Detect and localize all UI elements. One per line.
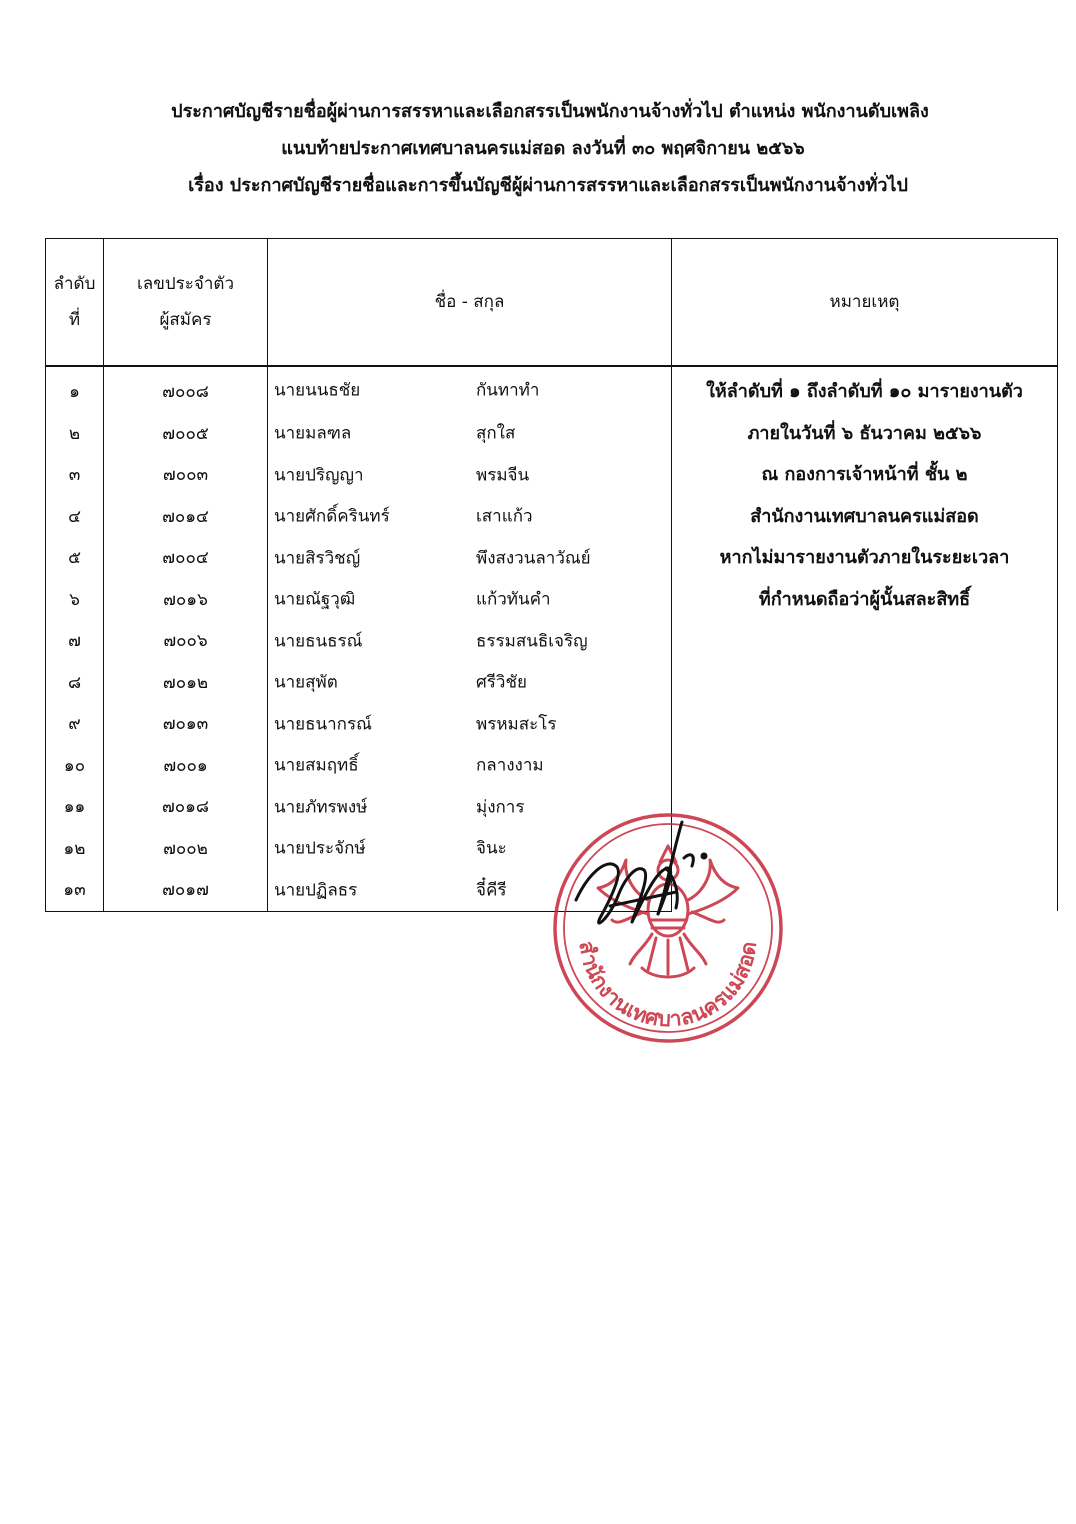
row-last-name: กันทาทำ: [476, 380, 540, 401]
row-order-number: ๗: [46, 620, 104, 662]
table-body: [46, 366, 1058, 911]
row-order-number: ๔: [46, 496, 104, 538]
remark-line: ณ กองการเจ้าหน้าที่ ชั้น ๒: [761, 464, 968, 485]
candidate-table: [45, 238, 1058, 912]
row-first-name: นายปฏิลธร: [274, 880, 358, 901]
row-full-name: [268, 828, 672, 870]
row-order-number: ๙: [46, 703, 104, 745]
row-last-name: พึงสงวนลาวัณย์: [476, 548, 591, 569]
row-last-name: เสาแก้ว: [476, 506, 533, 527]
row-first-name: นายสุพัต: [274, 672, 338, 693]
row-order-number: ๑๐: [46, 745, 104, 787]
column-header-applicant-id: [104, 239, 268, 367]
row-applicant-id: ๗๐๑๘: [104, 786, 268, 828]
row-order-number: ๒: [46, 413, 104, 455]
row-applicant-id: ๗๐๑๗: [104, 869, 268, 911]
row-applicant-id: ๗๐๐๑: [104, 745, 268, 787]
row-order-number: ๕: [46, 537, 104, 579]
document-header: [0, 93, 1076, 204]
row-last-name: ธรรมสนธิเจริญ: [476, 631, 588, 652]
row-applicant-id: ๗๐๐๖: [104, 620, 268, 662]
row-last-name: ศรีวิชัย: [476, 672, 527, 693]
row-last-name: จี๋คีรี: [476, 880, 507, 901]
row-full-name: [268, 620, 672, 662]
row-last-name: พรมจีน: [476, 465, 530, 486]
row-full-name: [268, 662, 672, 704]
header-title-line: ประกาศบัญชีรายชื่อผู้ผ่านการสรรหาและเลือกสรรเป็นพนักงานจ้างทั่วไป ตำแหน่ง พนักงานดับเพลิง: [171, 101, 929, 122]
column-header-order-line2: ที่: [68, 310, 81, 330]
row-last-name: สุกใส: [476, 423, 516, 444]
row-full-name: [268, 496, 672, 538]
row-first-name: นายปริญญา: [274, 465, 364, 486]
row-full-name: [268, 579, 672, 621]
row-first-name: นายศักดิ์ครินทร์: [274, 506, 390, 527]
row-order-number: ๘: [46, 662, 104, 704]
row-applicant-id: ๗๐๑๓: [104, 703, 268, 745]
column-header-order-line1: ลำดับ: [53, 274, 96, 294]
row-applicant-id: ๗๐๑๖: [104, 579, 268, 621]
header-reference-line: แนบท้ายประกาศเทศบาลนครแม่สอด ลงวันที่ ๓๐ พฤศจิกายน ๒๕๖๖: [281, 138, 805, 159]
row-first-name: นายภัทรพงษ์: [274, 797, 368, 818]
row-applicant-id: ๗๐๑๔: [104, 496, 268, 538]
row-applicant-id: ๗๐๐๔: [104, 537, 268, 579]
row-first-name: นายมลฑล: [274, 423, 352, 444]
row-full-name: [268, 786, 672, 828]
table-header-row: [46, 239, 1058, 367]
row-last-name: แก้วทันคำ: [476, 589, 551, 610]
row-applicant-id: ๗๐๐๕: [104, 413, 268, 455]
row-order-number: ๑๓: [46, 869, 104, 911]
row-first-name: นายธนากรณ์: [274, 714, 372, 735]
row-last-name: จินะ: [476, 838, 507, 859]
row-applicant-id: ๗๐๐๒: [104, 828, 268, 870]
remarks-cell: [672, 366, 1058, 911]
column-header-name: ชื่อ - สกุล: [268, 239, 672, 367]
seal-text: สำนักงานเทศบาลนครแม่สอด: [574, 939, 762, 1032]
row-full-name: [268, 745, 672, 787]
row-first-name: นายสมฤทธิ์: [274, 755, 359, 776]
remark-line: ให้ลำดับที่ ๑ ถึงลำดับที่ ๑๐ มารายงานตัว: [706, 381, 1023, 402]
remark-line: สำนักงานเทศบาลนครแม่สอด: [750, 505, 979, 527]
column-header-id-line1: เลขประจำตัว: [137, 274, 234, 294]
column-header-id-line2: ผู้สมัคร: [159, 310, 212, 330]
row-last-name: กลางงาม: [476, 755, 544, 776]
row-full-name: [268, 366, 672, 413]
row-last-name: มุ่งการ: [476, 797, 525, 818]
row-order-number: ๑๑: [46, 786, 104, 828]
row-full-name: [268, 413, 672, 455]
row-order-number: ๓: [46, 454, 104, 496]
header-subject-line: เรื่อง ประกาศบัญชีรายชื่อและการขึ้นบัญชีผู้ผ่านการสรรหาและเลือกสรรเป็นพนักงานจ้างทั่วไป: [188, 175, 908, 196]
row-first-name: นายสิรวิชญ์: [274, 548, 361, 569]
table-row: [46, 366, 1058, 413]
row-full-name: [268, 703, 672, 745]
remark-line: ที่กำหนดถือว่าผู้นั้นสละสิทธิ์: [758, 588, 971, 610]
row-first-name: นายธนธรณ์: [274, 631, 363, 652]
row-first-name: นายณัฐวุฒิ: [274, 589, 356, 610]
row-order-number: ๖: [46, 579, 104, 621]
row-applicant-id: ๗๐๐๘: [104, 366, 268, 413]
remark-line: หากไม่มารายงานตัวภายในระยะเวลา: [719, 547, 1010, 568]
row-order-number: ๑: [46, 366, 104, 413]
row-full-name: [268, 454, 672, 496]
row-applicant-id: ๗๐๐๓: [104, 454, 268, 496]
row-order-number: ๑๒: [46, 828, 104, 870]
row-first-name: นายนนธชัย: [274, 380, 361, 401]
remark-line: ภายในวันที่ ๖ ธันวาคม ๒๕๖๖: [747, 422, 982, 444]
row-first-name: นายประจักษ์: [274, 838, 366, 859]
row-last-name: พรหมสะโร: [476, 714, 557, 735]
column-header-note: หมายเหตุ: [672, 239, 1058, 367]
column-header-order: [46, 239, 104, 367]
row-applicant-id: ๗๐๑๒: [104, 662, 268, 704]
row-full-name: [268, 537, 672, 579]
row-full-name: [268, 869, 672, 911]
